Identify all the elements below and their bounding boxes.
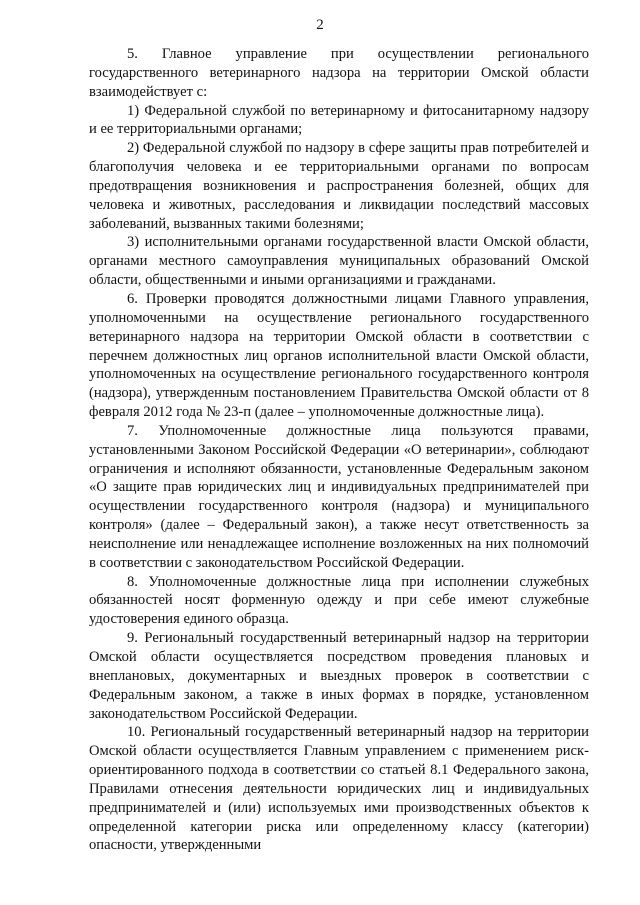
document-body (89, 45, 589, 855)
paragraph-item-7: 7. Уполномоченные должностные лица пользуются правами, установленными Законом Российской Федерации «О ветеринарии», соблюдают ограничения и исполняют обязанности, установленные Федеральным законом «О защите прав юридических лиц и индивидуальных предпринимателей при осуществлении государственного контроля (надзора) и муниципального контроля» (далее – Федеральный закон), а также несут ответственность за неисполнение или ненадлежащее исполнение возложенных на них полномочий в соответствии с законодательством Российской Федерации. (89, 422, 589, 571)
paragraph-item-6: 6. Проверки проводятся должностными лицами Главного управления, уполномоченными на осуществление регионального государственного ветеринарного надзора на территории Омской области в соответствии с перечнем должностных лиц органов исполнительной власти Омской области, уполномоченных на осуществление регионального государственного контроля (надзора), утвержденным постановлением Правительства Омской области от 8 февраля 2012 года № 23-п (далее – уполномоченные должностные лица). (89, 290, 589, 421)
page-number: 2 (316, 17, 324, 33)
paragraph-item-9: 9. Региональный государственный ветеринарный надзор на территории Омской области осуществляется посредством проведения плановых и внеплановых, документарных и выездных проверок в соответствии с Федеральным законом, а также в иных формах в порядке, установленном законодательством Российской Федерации. (89, 630, 589, 722)
paragraph-item-5: 5. Главное управление при осуществлении регионального государственного ветеринарного надзора на территории Омской области взаимодействует с: (89, 46, 589, 100)
paragraph-subitem-2: 2) Федеральной службой по надзору в сфере защиты прав потребителей и благополучия человека и ее территориальными органами по вопросам предотвращения возникновения и распространения болезней, общих для человека и животных, расследования и ликвидации последствий массовых заболеваний, вызванных такими болезнями; (89, 140, 589, 232)
paragraph-item-8: 8. Уполномоченные должностные лица при исполнении служебных обязанностей носят форменную одежду и при себе имеют служебные удостоверения единого образца. (89, 573, 589, 628)
paragraph-subitem-3: 3) исполнительными органами государственной власти Омской области, органами местного самоуправления муниципальных образований Омской области, общественными и иными организациями и гражданами. (89, 234, 589, 289)
paragraph-subitem-1: 1) Федеральной службой по ветеринарному и фитосанитарному надзору и ее территориальными органами; (89, 102, 589, 138)
paragraph-item-10: 10. Региональный государственный ветеринарный надзор на территории Омской области осуществляется Главным управлением с применением риск-ориентированного подхода в соответствии со статьей 8.1 Федерального закона, Правилами отнесения деятельности юридических лиц и индивидуальных предпринимателей и (или) используемых ими производственных объектов к определенной категории риска или определенному классу (категории) опасности, утвержденными (89, 724, 589, 854)
